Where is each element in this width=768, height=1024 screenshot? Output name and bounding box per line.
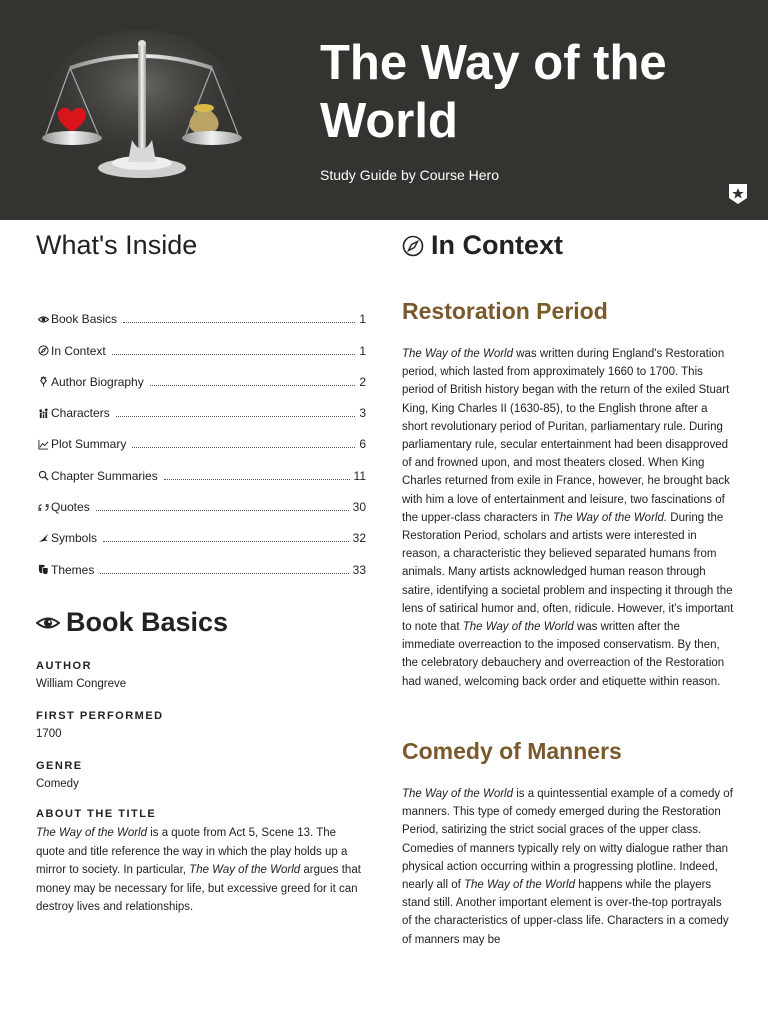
toc-label: Themes [51,562,95,577]
toc-page: 1 [359,343,366,358]
toc-item-themes[interactable] [36,545,366,576]
eye-icon [36,312,50,326]
in-context-heading [402,230,563,261]
toc-page: 1 [359,312,366,327]
toc-label: Plot Summary [51,437,127,452]
toc-page: 2 [359,374,366,389]
toc-item-chapter-summaries[interactable] [36,451,366,482]
in-context-title: In Context [431,230,563,260]
first-performed-label: FIRST PERFORMED [36,710,164,722]
text-run: is a quote from Act 5, Scene 13. The quote and title reference the way in which the play holds up a mirror to society. In particular, [36,827,348,876]
compass-icon [36,344,50,358]
toc-label: Book Basics [51,312,118,327]
book-basics-title: Book Basics [66,607,229,637]
title-italic: The Way of the World [402,788,513,800]
quote-icon [36,500,50,514]
toc-label: In Context [51,343,106,358]
whats-inside-heading: What's Inside [36,230,198,260]
toc-leader [103,541,349,542]
text-run: is a quintessential example of a comedy of manners. This type of comedy emerged during the Restoration Period, satirizing the strict social graces of the upper class. Comedies of manners typically rely on witty dialogue rather than physical action occurring within a progressing plotline. Indeed, nearly all of [402,788,733,892]
title-italic: The Way of the World [36,827,147,839]
title-italic: The Way of the World [464,879,576,892]
restoration-period-text [402,345,734,691]
toc-page: 32 [352,531,366,546]
toc-page: 6 [359,437,366,452]
text-run: During the Restoration Period, scholars and artists were interested in reason, a characteristic they believed separated humans from animals. Many artists acknowledged human reason through satire, identifying a societal problem and inspecting it through the lens of satirical humor and, often, ridicule. However, it's important to note that [402,511,734,634]
book-title: The Way of the World [320,36,667,148]
toc-item-symbols[interactable] [36,514,366,545]
genre-label: GENRE [36,760,83,772]
toc-leader [100,573,348,574]
title-italic: The Way of the World [462,621,574,634]
title-italic: The Way of the World [402,348,513,360]
toc-leader [112,354,356,355]
about-title-label: ABOUT THE TITLE [36,808,157,820]
about-title-text [36,824,366,917]
toc-item-book-basics[interactable] [36,295,366,326]
toc-page: 33 [352,562,366,577]
toc-label: Symbols [51,531,98,546]
comedy-of-manners-heading: Comedy of Manners [402,738,622,764]
first-performed-value: 1700 [36,728,62,740]
toc-item-quotes[interactable] [36,483,366,514]
author-value: William Congreve [36,678,127,690]
toc-item-author-biography[interactable] [36,358,366,389]
text-run: was written during England's Restoration period, which lasted from approximately 1660 to 1700. This period of British history began with the return of the exiled Stuart King, King Charles II (1630-85), to the English throne after a short revolutionary period of Puritan, parliamentary rule. During parliamentary rule, secular entertainment had been disapproved of and frowned upon, and most theaters closed. When King Charles returned from exile in France, however, he brought back with him a love of entertainment and leisure, two fascinations of the upper-class characters in [402,348,730,524]
masks-icon [36,563,50,577]
toc-page: 3 [359,406,366,421]
compass-icon [402,235,424,257]
title-italic: The Way of the World. [552,511,668,524]
toc-label: Author Biography [51,374,144,389]
toc-page: 30 [352,500,366,515]
eye-icon [36,614,60,632]
title-italic: The Way of the World [189,864,301,876]
genre-value: Comedy [36,778,79,790]
magnifier-icon [36,469,50,483]
bird-icon [36,531,50,545]
toc-leader [164,479,350,480]
toc-item-in-context[interactable] [36,326,366,357]
comedy-of-manners-text [402,785,734,949]
toc-leader [116,416,356,417]
book-basics-heading [36,607,228,638]
text-run: argues that money may be necessary for life, but excessive greed for it can destroy lives and relationships. [36,864,361,913]
toc-label: Chapter Summaries [51,468,158,483]
toc-page: 11 [353,468,366,483]
text-run: happens while the players stand still. Another important element is over-the-top portrayals of the characteristics of upper-class life. Characters in a comedy of manners may be [402,879,729,946]
toc-label: Characters [51,406,110,421]
cover-header [0,0,768,220]
course-hero-logo-icon [728,183,748,205]
toc-label: Quotes [51,500,90,515]
toc-leader [150,385,356,386]
toc-item-characters[interactable] [36,389,366,420]
quill-icon [36,375,50,389]
author-label: AUTHOR [36,660,93,672]
toc-leader [96,510,349,511]
toc-item-plot-summary[interactable] [36,420,366,451]
chart-icon [36,437,50,451]
balance-scale-illustration [36,30,246,190]
text-run: was written after the immediate overreaction to the imposed conservatism. By then, the celebratory debauchery and overreaction of the Restoration had waned, welcoming back order and etiquette within reason. [402,621,725,688]
toc-leader [123,322,355,323]
people-icon [36,406,50,420]
toc-leader [132,447,355,448]
table-of-contents [36,295,366,577]
book-subtitle: Study Guide by Course Hero [320,167,499,183]
restoration-period-heading: Restoration Period [402,298,608,324]
